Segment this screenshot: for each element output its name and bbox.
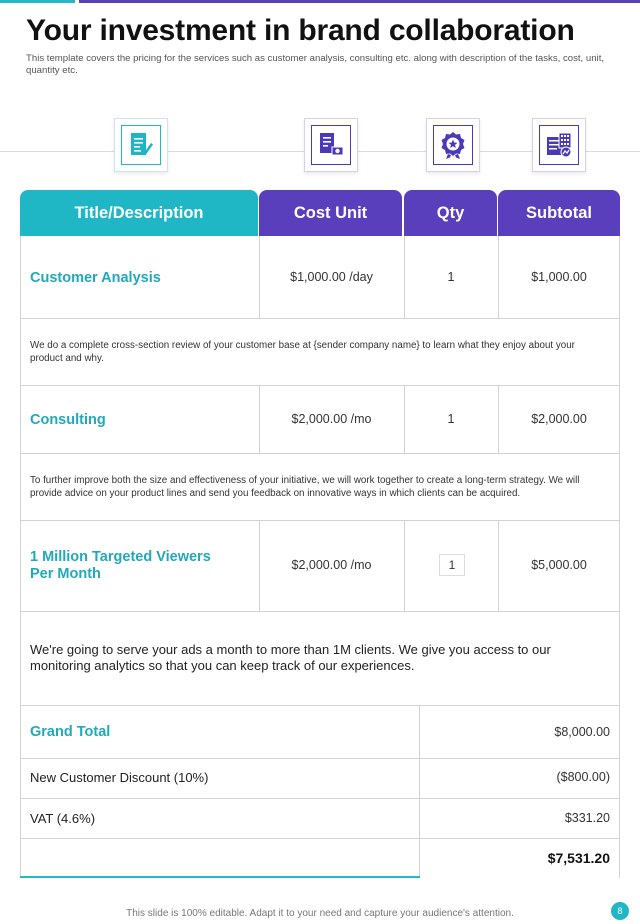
footer-note: This slide is 100% editable. Adapt it to your need and capture your audience's attention. <box>126 908 514 919</box>
column-header-qty: Qty <box>404 190 497 236</box>
row-title-targeted-viewers: 1 Million Targeted Viewers Per Month <box>30 549 211 582</box>
row-title-customer-analysis: Customer Analysis <box>30 270 161 286</box>
page-title: Your investment in brand collaboration <box>26 14 575 47</box>
vat-label: VAT (4.6%) <box>30 811 96 826</box>
row-description: We do a complete cross-section review of your customer base at {sender company name} to learn what they enjoy about your product and why. <box>30 340 575 364</box>
row-divider <box>20 838 620 839</box>
grand-total-value: $8,000.00 <box>554 725 610 739</box>
column-divider <box>419 705 420 877</box>
document-pen-icon <box>121 125 161 165</box>
row-subtotal: $5,000.00 <box>531 558 587 572</box>
column-divider <box>404 520 405 611</box>
row-divider <box>20 758 620 759</box>
icon-tile-2 <box>304 118 358 172</box>
row-subtotal: $2,000.00 <box>531 412 587 426</box>
page-number-badge: 8 <box>611 902 629 920</box>
icon-tile-1 <box>114 118 168 172</box>
row-qty: 1 <box>447 412 455 426</box>
invoice-coins-icon <box>311 125 351 165</box>
discount-value: ($800.00) <box>556 770 610 784</box>
row-cost: $2,000.00 /mo <box>291 558 372 572</box>
row-qty: 1 <box>447 270 455 284</box>
table-bottom-accent <box>20 876 420 878</box>
row-divider <box>20 520 620 521</box>
row-title-consulting: Consulting <box>30 412 106 428</box>
row-cost: $2,000.00 /mo <box>291 412 372 426</box>
grand-total-label: Grand Total <box>30 724 111 740</box>
row-description: We're going to serve your ads a month to more than 1M clients. We give you access to our monitoring analytics so that you can keep track of our experiences. <box>30 642 551 673</box>
row-cost: $1,000.00 /day <box>290 270 373 284</box>
row-divider <box>20 453 620 454</box>
row-divider <box>20 318 620 319</box>
icon-tile-4 <box>532 118 586 172</box>
icon-tile-3 <box>426 118 480 172</box>
column-header-title: Title/Description <box>20 190 258 236</box>
column-header-subtotal: Subtotal <box>498 190 620 236</box>
column-header-cost: Cost Unit <box>259 190 402 236</box>
quantity-field[interactable]: 1 <box>439 554 465 576</box>
top-accent-purple <box>79 0 640 3</box>
vat-value: $331.20 <box>564 811 610 825</box>
page-subtitle: This template covers the pricing for the services such as customer analysis, consulting etc. along with description of the tasks, cost, unit, quantity etc. <box>26 53 605 76</box>
row-divider <box>20 385 620 386</box>
award-badge-icon <box>433 125 473 165</box>
final-total-value: $7,531.20 <box>547 850 610 866</box>
discount-label: New Customer Discount (10%) <box>30 770 209 785</box>
row-divider <box>20 705 620 706</box>
calculator-chart-icon <box>539 125 579 165</box>
row-divider <box>20 798 620 799</box>
row-description: To further improve both the size and effectiveness of your initiative, we will work together to create a long-term strategy. We will provide advice on your product lines and send you feedback on innovative ways in which clients can be acquired. <box>30 475 580 499</box>
row-subtotal: $1,000.00 <box>531 270 587 284</box>
row-divider <box>20 611 620 612</box>
top-accent-teal <box>0 0 75 3</box>
